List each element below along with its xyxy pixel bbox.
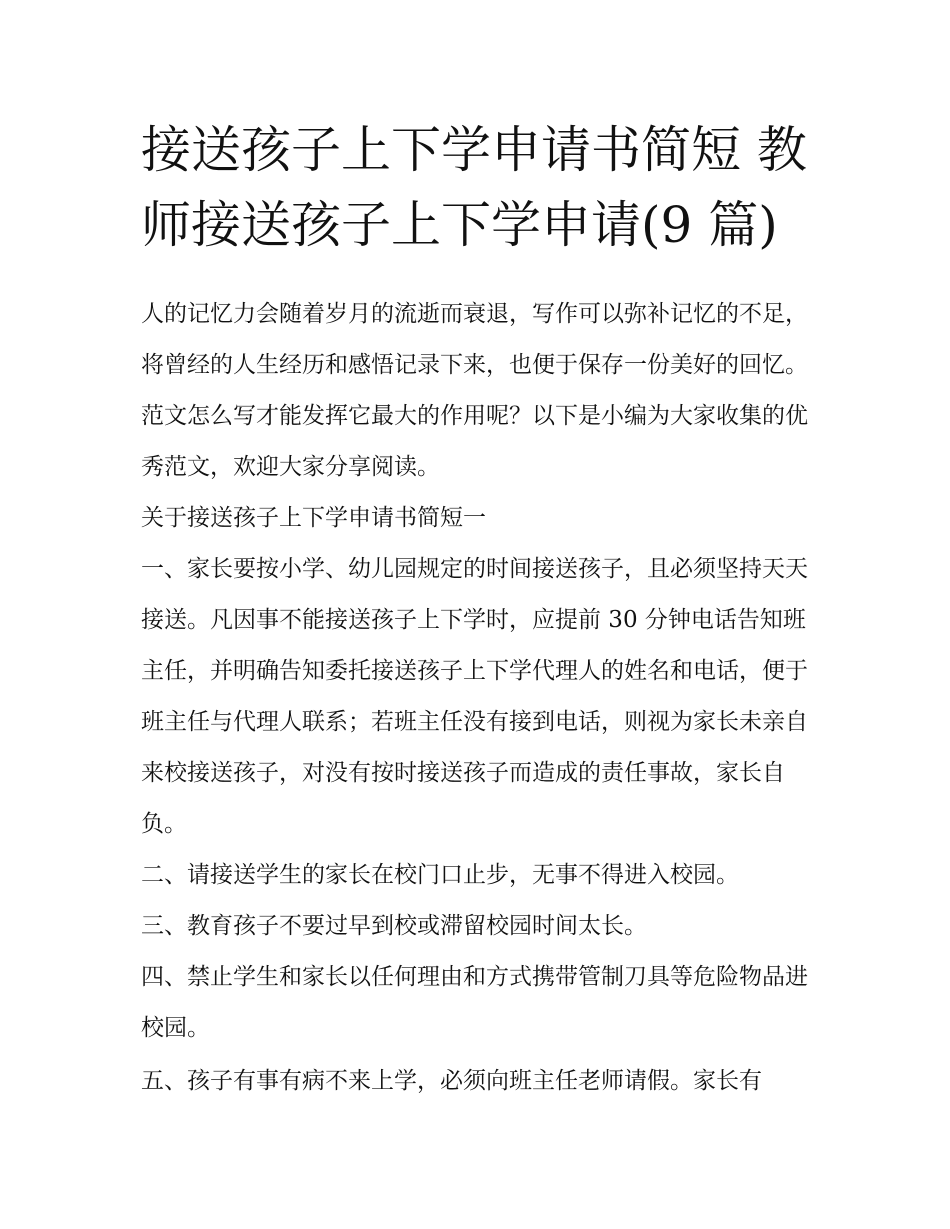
- document-body: [141, 289, 813, 1107]
- rule-paragraph-2: 二、请接送学生的家长在校门口止步，无事不得进入校园。: [141, 862, 739, 888]
- rule-paragraph-5: 五、孩子有事有病不来上学，必须向班主任老师请假。家长有: [141, 1068, 762, 1094]
- document-title: 接送孩子上下学申请书简短 教师接送孩子上下学申请(9 篇): [141, 121, 807, 254]
- rule-paragraph-4: 四、禁止学生和家长以任何理由和方式携带管制刀具等危险物品进校园。: [141, 964, 808, 1041]
- document-content: [141, 113, 813, 1107]
- rule-paragraph-1: 一、家长要按小学、幼儿园规定的时间接送孩子，且必须坚持天天接送。凡因事不能接送孩子上下学时，应提前 30 分钟电话告知班主任，并明确告知委托接送孩子上下学代理人的姓名和电话，便于班主任与代理人联系；若班主任没有接到电话，则视为家长未亲自来校接送孩子，对没有按时接送孩子而造成的责任事故，家长自负。: [141, 556, 808, 837]
- rule-paragraph-3: 三、教育孩子不要过早到校或滞留校园时间太长。: [141, 913, 647, 939]
- intro-paragraph: 人的记忆力会随着岁月的流逝而衰退，写作可以弥补记忆的不足，将曾经的人生经历和感悟记录下来，也便于保存一份美好的回忆。范文怎么写才能发挥它最大的作用呢？以下是小编为大家收集的优秀范文，欢迎大家分享阅读。: [141, 301, 808, 480]
- section-heading: 关于接送孩子上下学申请书简短一: [141, 505, 486, 531]
